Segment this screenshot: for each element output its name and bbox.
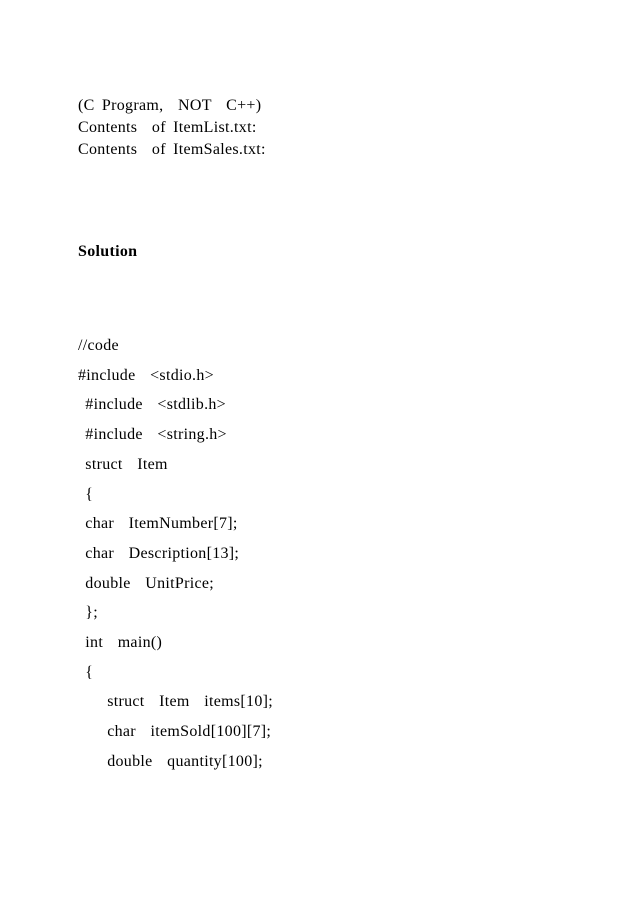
solution-heading: Solution: [78, 243, 138, 260]
intro-line-itemlist: Contents of ItemList.txt:: [78, 119, 257, 136]
intro-line-program-note: (C Program, NOT C++): [78, 97, 262, 114]
code-line-comment: //code: [78, 337, 119, 354]
code-line-main-open-brace: {: [78, 664, 94, 681]
code-line-include-stdio: #include <stdio.h>: [78, 367, 214, 384]
code-line-description: char Description[13];: [78, 545, 240, 562]
code-line-close-struct: };: [78, 604, 99, 621]
intro-line-itemsales: Contents of ItemSales.txt:: [78, 141, 266, 158]
code-line-itemsold-array: char itemSold[100][7];: [78, 723, 272, 740]
code-line-struct-item: struct Item: [78, 456, 168, 473]
code-line-items-array: struct Item items[10];: [78, 693, 274, 710]
code-line-include-stdlib: #include <stdlib.h>: [78, 396, 227, 413]
code-line-quantity-array: double quantity[100];: [78, 753, 263, 770]
code-line-unitprice: double UnitPrice;: [78, 575, 215, 592]
code-line-open-brace: {: [78, 486, 94, 503]
code-line-main: int main(): [78, 634, 163, 651]
code-line-itemnumber: char ItemNumber[7];: [78, 515, 238, 532]
code-line-include-string: #include <string.h>: [78, 426, 227, 443]
